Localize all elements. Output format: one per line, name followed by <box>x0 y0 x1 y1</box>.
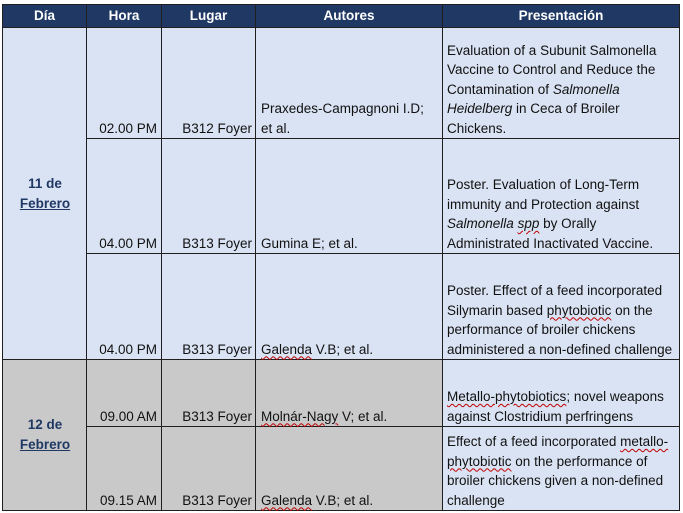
header-hora: Hora <box>87 5 162 28</box>
lugar-cell: B312 Foyer <box>162 28 256 139</box>
day-cell <box>3 28 87 360</box>
pres-squiggle: Metallo-phytobiotics <box>447 389 567 404</box>
day-number: 12 de <box>27 417 63 432</box>
table-row <box>3 139 680 254</box>
header-row <box>3 5 680 28</box>
autor-cell: Gumina E; et al. <box>256 139 443 254</box>
autor-name: Molnár-Nagy <box>261 408 339 424</box>
table-row <box>3 254 680 360</box>
pres-text: ; novel weapons against Clostridium perfringens <box>447 389 664 424</box>
autor-cell <box>256 254 443 360</box>
presentacion-cell <box>443 139 680 254</box>
autor-cell <box>256 360 443 427</box>
hora-cell: 04.00 PM <box>87 254 162 360</box>
pres-text: by Orally Administrated Inactivated Vaccine. <box>447 216 654 251</box>
pres-text: Poster. Effect of a feed incorporated Silymarin based <box>447 283 663 318</box>
table-row <box>3 360 680 427</box>
pres-italic: Salmonella <box>447 216 514 231</box>
hora-cell: 09.15 AM <box>87 427 162 511</box>
presentacion-cell <box>443 427 680 511</box>
autor-cell <box>256 427 443 511</box>
header-dia: Día <box>3 5 87 28</box>
pres-text: in Ceca of Broiler Chickens. <box>447 101 620 136</box>
pres-text: Evaluation of a Subunit Salmonella Vaccine to Control and Reduce the Contamination of <box>447 42 657 97</box>
hora-cell: 02.00 PM <box>87 28 162 139</box>
autor-rest: V; et al. <box>338 408 388 424</box>
autor-name: Galenda <box>261 341 313 357</box>
header-lugar: Lugar <box>162 5 256 28</box>
lugar-cell: B313 Foyer <box>162 254 256 360</box>
day-month: Febrero <box>19 437 71 452</box>
autor-rest: V.B; et al. <box>312 492 374 508</box>
presentacion-cell <box>443 254 680 360</box>
schedule-table <box>2 4 680 511</box>
autor-name: Galenda <box>261 492 313 508</box>
lugar-cell: B313 Foyer <box>162 139 256 254</box>
autor-line-1: Praxedes-Campagnoni I.D; <box>261 101 424 116</box>
lugar-cell: B313 Foyer <box>162 360 256 427</box>
pres-text: Poster. Evaluation of Long-Term immunity and Protection against <box>447 177 640 212</box>
autor-rest: V.B; et al. <box>312 341 374 357</box>
autor-line-2: et al. <box>261 120 291 136</box>
hora-cell: 04.00 PM <box>87 139 162 254</box>
header-autores: Autores <box>256 5 443 28</box>
pres-italic: spp <box>517 216 540 231</box>
pres-text: Effect of a feed incorporated <box>447 434 621 449</box>
presentacion-cell <box>443 28 680 139</box>
autor-cell <box>256 28 443 139</box>
table-row <box>3 427 680 511</box>
pres-text: on the performance of broiler chickens given a non-defined challenge <box>447 453 664 508</box>
pres-italic: Salmonella Heidelberg <box>447 81 620 116</box>
presentacion-cell <box>443 360 680 427</box>
pres-squiggle: phytobiotic <box>546 302 612 318</box>
day-number: 11 de <box>28 175 62 191</box>
hora-cell: 09.00 AM <box>87 360 162 427</box>
table-row <box>3 28 680 139</box>
day-cell <box>3 360 87 511</box>
day-month: Febrero <box>19 195 71 211</box>
lugar-cell: B313 Foyer <box>162 427 256 511</box>
header-presentacion: Presentación <box>443 5 680 28</box>
pres-squiggle: metallo-phytobiotic <box>447 434 669 469</box>
pres-text: on the performance of broiler chickens administered a non-defined challenge <box>447 302 673 357</box>
